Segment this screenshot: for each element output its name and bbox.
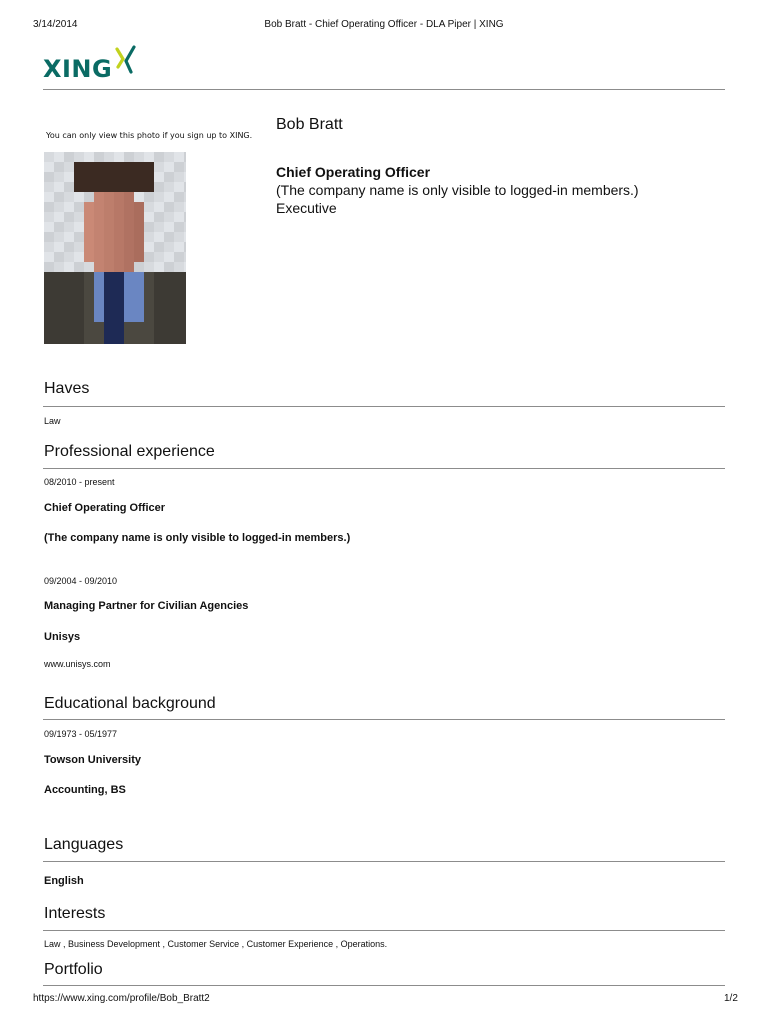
section-divider [43, 719, 725, 720]
haves-value: Law [44, 416, 61, 426]
section-divider [43, 406, 725, 407]
section-title-education: Educational background [44, 695, 216, 712]
education-period: 09/1973 - 05/1977 [44, 729, 118, 739]
profile-career-level: Executive [276, 200, 337, 216]
section-divider [43, 468, 725, 469]
print-footer-url: https://www.xing.com/profile/Bob_Bratt2 [33, 993, 210, 1004]
section-title-haves: Haves [44, 380, 90, 397]
experience-period: 09/2004 - 09/2010 [44, 576, 118, 586]
print-date: 3/14/2014 [33, 19, 78, 30]
experience-company: Unisys [44, 631, 81, 643]
print-page-number: 1/2 [724, 993, 738, 1004]
experience-company: (The company name is only visible to logged-in members.) [44, 532, 351, 544]
education-school: Towson University [44, 754, 141, 766]
language-item: English [44, 875, 84, 887]
xing-logo-icon [114, 45, 138, 75]
profile-photo [44, 152, 186, 344]
section-title-portfolio: Portfolio [44, 961, 103, 978]
section-divider [43, 930, 725, 931]
section-divider [43, 861, 725, 862]
pixelated-profile-photo [44, 152, 186, 344]
print-header [0, 19, 768, 33]
profile-name: Bob Bratt [276, 116, 343, 133]
print-document-title: Bob Bratt - Chief Operating Officer - DLA Piper | XING [264, 19, 504, 30]
xing-logo-text: XING [43, 55, 113, 83]
experience-period: 08/2010 - present [44, 477, 115, 487]
section-title-interests: Interests [44, 905, 106, 922]
experience-position: Managing Partner for Civilian Agencies [44, 600, 249, 612]
experience-position: Chief Operating Officer [44, 502, 166, 514]
profile-company-note: (The company name is only visible to logged-in members.) [276, 182, 639, 198]
interests-value: Law , Business Development , Customer Service , Customer Experience , Operations. [44, 939, 388, 949]
education-degree: Accounting, BS [44, 784, 126, 796]
header-divider [43, 89, 725, 90]
section-divider [43, 985, 725, 986]
profile-job-title: Chief Operating Officer [276, 164, 431, 180]
photo-signup-note: You can only view this photo if you sign up to XING. [46, 131, 253, 140]
section-title-experience: Professional experience [44, 443, 215, 460]
section-title-languages: Languages [44, 836, 124, 853]
xing-logo[interactable] [43, 47, 138, 81]
company-website-link[interactable]: www.unisys.com [44, 659, 111, 669]
